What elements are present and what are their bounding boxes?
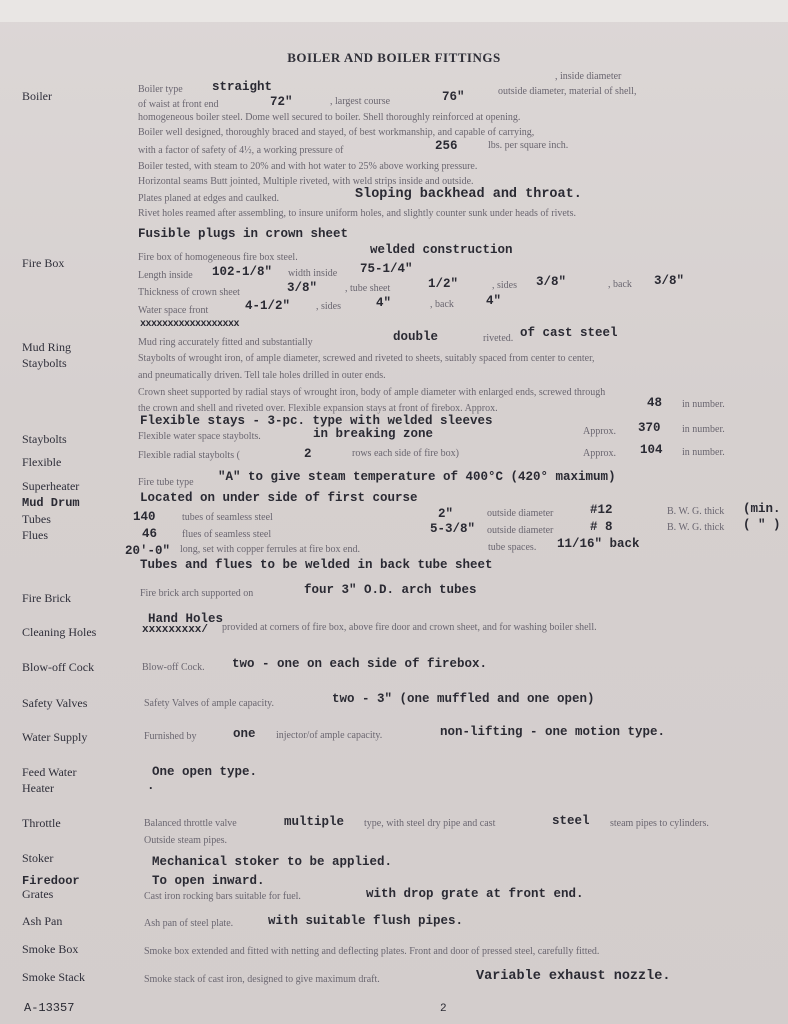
tube-sheet-label: , tube sheet xyxy=(345,283,391,294)
cleaning-struck: xxxxxxxxx/ xyxy=(142,624,209,636)
pressure-unit: lbs. per square inch. xyxy=(488,140,569,151)
label-blow-off-cock: Blow-off Cock xyxy=(22,660,95,674)
firedoor-value: To open inward. xyxy=(152,874,265,888)
throttle-type: multiple xyxy=(284,815,345,829)
tubes-welded-note: Tubes and flues to be welded in back tube sheet xyxy=(140,558,493,572)
label-tubes: Tubes xyxy=(22,512,51,526)
document-code: A-13357 xyxy=(24,1001,75,1015)
page-title: BOILER AND BOILER FITTINGS xyxy=(287,50,501,65)
ferrules-text: long, set with copper ferrules at fire box end. xyxy=(180,544,360,555)
pressure-value: 256 xyxy=(435,139,458,153)
fire-brick-text: Fire brick arch supported on xyxy=(140,588,254,599)
label-grates: Grates xyxy=(22,887,54,901)
label-superheater: Superheater xyxy=(22,479,80,493)
water-space-label: Water space front xyxy=(138,305,209,316)
tubes-material: tubes of seamless steel xyxy=(182,512,273,523)
steam-pipes-label: steam pipes to cylinders. xyxy=(610,818,709,829)
superheater-type-value: "A" to give steam temperature of 400°C (420° maximum) xyxy=(218,470,616,484)
throttle-label: Balanced throttle valve xyxy=(144,818,237,829)
safety-label: Safety Valves of ample capacity. xyxy=(144,698,274,709)
blow-off-value: two - one on each side of firebox. xyxy=(232,657,488,671)
water-count: one xyxy=(233,727,256,741)
tubes-od-label: outside diameter xyxy=(487,508,554,519)
label-smoke-box: Smoke Box xyxy=(22,942,79,956)
label-fire-box: Fire Box xyxy=(22,256,65,270)
width-label: width inside xyxy=(288,268,338,279)
steam-pipe-material: steel xyxy=(552,814,590,828)
tubes-gauge: #12 xyxy=(590,503,613,517)
in-number-2: in number. xyxy=(682,424,725,435)
staybolts-line-2: and pneumatically driven. Tell tale holes drilled in outer ends. xyxy=(138,370,386,381)
label-feed-water: Feed Water xyxy=(22,765,77,779)
inside-diameter-label: , inside diameter xyxy=(555,71,622,82)
label-fire-brick: Fire Brick xyxy=(22,591,71,605)
radial-rows: 2 xyxy=(304,447,312,461)
label-boiler: Boiler xyxy=(22,89,52,103)
largest-course-value: 76" xyxy=(442,90,465,104)
label-throttle: Throttle xyxy=(22,816,61,830)
tubes-min: (min. xyxy=(743,502,781,516)
tubes-count: 140 xyxy=(133,510,156,524)
flues-od-label: outside diameter xyxy=(487,525,554,536)
riveted-label: riveted. xyxy=(483,333,514,344)
water-space-front-value: 4-1/2" xyxy=(245,299,291,313)
label-stoker: Stoker xyxy=(22,851,54,865)
expansion-stays-count: 48 xyxy=(647,396,663,410)
page-number: 2 xyxy=(440,1003,447,1015)
struck-text: xxxxxxxxxxxxxxxxxx xyxy=(140,319,240,330)
cleaning-text: provided at corners of fire box, above fire door and crown sheet, and for washing boiler shell. xyxy=(222,622,597,633)
back-label: , back xyxy=(608,279,632,290)
sides-value: 3/8" xyxy=(536,275,567,289)
boiler-line-9: Rivet holes reamed after assembling, to insure uniform holes, and slightly counter sunk under heads of rivets. xyxy=(138,208,576,219)
shell-material-label: outside diameter, material of shell, xyxy=(498,86,637,97)
blow-off-label: Blow-off Cock. xyxy=(142,662,205,673)
fusible-plugs: Fusible plugs in crown sheet xyxy=(138,227,349,241)
firebox-construction: welded construction xyxy=(370,243,513,257)
label-staybolts-2: Staybolts xyxy=(22,432,67,446)
flues-material: flues of seamless steel xyxy=(182,529,272,540)
width-value: 75-1/4" xyxy=(360,262,413,276)
tube-length: 20'-0" xyxy=(125,544,171,558)
mud-drum-location: Located on under side of first course xyxy=(140,491,418,505)
water-back-value: 4" xyxy=(486,294,502,308)
water-space-count: 370 xyxy=(638,421,661,435)
crown-thickness-value: 3/8" xyxy=(287,281,318,295)
boiler-line-4: Boiler well designed, thoroughly braced and stayed, of best workmanship, and capable of carrying, xyxy=(138,127,535,138)
superheater-type-label: Fire tube type xyxy=(138,477,194,488)
grates-value: with drop grate at front end. xyxy=(366,887,584,901)
water-space-staybolts: Flexible water space staybolts. xyxy=(138,431,261,442)
tube-sheet-value: 1/2" xyxy=(428,277,459,291)
flues-bwg-label: B. W. G. thick xyxy=(667,522,725,533)
flues-ditto: ( " ) xyxy=(743,518,781,532)
boiler-line-7: Horizontal seams Butt jointed, Multiple riveted, with weld strips inside and outside. xyxy=(138,176,474,187)
grates-label: Cast iron rocking bars suitable for fuel. xyxy=(144,891,301,902)
mud-ring-material: of cast steel xyxy=(520,326,618,340)
tube-spaces-label: tube spaces. xyxy=(488,542,537,553)
boiler-type-label: Boiler type xyxy=(138,84,183,95)
smoke-box-text: Smoke box extended and fitted with netting and deflecting plates. Front and door of pressed steel, carefully fitted. xyxy=(144,946,600,957)
flues-count: 46 xyxy=(142,527,158,541)
staybolts-line-3: Crown sheet supported by radial stays of wrought iron, body of ample diameter with enlarged ends, screwed through xyxy=(138,387,606,398)
boiler-line-6: Boiler tested, with steam to 20% and with hot water to 25% above working pressure. xyxy=(138,161,478,172)
waist-value: 72" xyxy=(270,95,293,109)
label-water-supply: Water Supply xyxy=(22,730,88,744)
tubes-diameter: 2" xyxy=(438,507,454,521)
back-value: 3/8" xyxy=(654,274,685,288)
label-flexible: Flexible xyxy=(22,455,62,469)
plates-value: Sloping backhead and throat. xyxy=(355,187,582,202)
waist-label: of waist at front end xyxy=(138,99,219,110)
heater-value: . xyxy=(147,779,155,793)
tubes-bwg-label: B. W. G. thick xyxy=(667,506,725,517)
water-sides-value: 4" xyxy=(376,296,392,310)
label-cleaning-holes: Cleaning Holes xyxy=(22,625,97,639)
injector-label: injector/of ample capacity. xyxy=(276,730,383,741)
approx-2: Approx. xyxy=(583,426,617,437)
smoke-stack-label: Smoke stack of cast iron, designed to give maximum draft. xyxy=(144,974,380,985)
stoker-value: Mechanical stoker to be applied. xyxy=(152,855,393,869)
largest-course-label: , largest course xyxy=(330,96,391,107)
boiler-line-3: homogeneous boiler steel. Dome well secured to boiler. Shell thoroughly reinforced at opening. xyxy=(138,112,521,123)
flues-diameter: 5-3/8" xyxy=(430,522,476,536)
staybolts-line-4: the crown and shell and riveted over. Flexible expansion stays at front of firebox. Approx. xyxy=(138,403,498,414)
water-sides-label: , sides xyxy=(316,301,341,312)
sides-label: , sides xyxy=(492,280,517,291)
staybolts-line-1: Staybolts of wrought iron, of ample diameter, screwed and riveted to sheets, suitably spaced from center to center, xyxy=(138,353,595,364)
safety-value: two - 3" (one muffled and one open) xyxy=(332,692,595,706)
outside-steam-pipes: Outside steam pipes. xyxy=(144,835,228,846)
smoke-stack-value: Variable exhaust nozzle. xyxy=(476,969,671,984)
arch-tubes: four 3" O.D. arch tubes xyxy=(304,583,477,597)
ash-pan-label: Ash pan of steel plate. xyxy=(144,918,234,929)
approx-3: Approx. xyxy=(583,448,617,459)
plates-label: Plates planed at edges and caulked. xyxy=(138,193,280,204)
tube-spaces-value: 11/16" back xyxy=(557,537,640,551)
label-safety-valves: Safety Valves xyxy=(22,696,88,710)
hand-holes: Hand Holes xyxy=(148,612,224,626)
flues-gauge: # 8 xyxy=(590,520,613,534)
page-top-edge xyxy=(0,0,788,22)
rows-each-side: rows each side of fire box) xyxy=(352,448,459,459)
dry-pipe-label: type, with steel dry pipe and cast xyxy=(364,818,496,829)
breaking-zone: in breaking zone xyxy=(313,427,434,441)
injector-type: non-lifting - one motion type. xyxy=(440,725,666,739)
feed-water-value: One open type. xyxy=(152,765,258,779)
mud-ring-type: double xyxy=(393,330,439,344)
flexible-stays-note: Flexible stays - 3-pc. type with welded sleeves xyxy=(140,414,493,428)
radial-count: 104 xyxy=(640,443,663,457)
firebox-material: Fire box of homogeneous fire box steel. xyxy=(138,252,298,263)
length-value: 102-1/8" xyxy=(212,265,273,279)
radial-staybolts: Flexible radial staybolts ( xyxy=(138,450,240,461)
label-staybolts: Staybolts xyxy=(22,356,67,370)
label-firedoor: Firedoor xyxy=(22,874,80,888)
crown-thickness-label: Thickness of crown sheet xyxy=(138,287,240,298)
boiler-type-value: straight xyxy=(212,80,273,94)
length-label: Length inside xyxy=(138,270,193,281)
label-ash-pan: Ash Pan xyxy=(22,914,63,928)
water-furnished-label: Furnished by xyxy=(144,731,197,742)
ash-pan-value: with suitable flush pipes. xyxy=(268,914,464,928)
mud-ring-text: Mud ring accurately fitted and substantially xyxy=(138,337,313,348)
label-flues: Flues xyxy=(22,528,49,542)
label-mud-drum: Mud Drum xyxy=(22,496,80,510)
in-number-3: in number. xyxy=(682,447,725,458)
pressure-label: with a factor of safety of 4½, a working pressure of xyxy=(138,145,344,156)
label-mud-ring: Mud Ring xyxy=(22,340,72,354)
water-back-label: , back xyxy=(430,299,454,310)
in-number-1: in number. xyxy=(682,399,725,410)
label-smoke-stack: Smoke Stack xyxy=(22,970,85,984)
label-heater: Heater xyxy=(22,781,54,795)
